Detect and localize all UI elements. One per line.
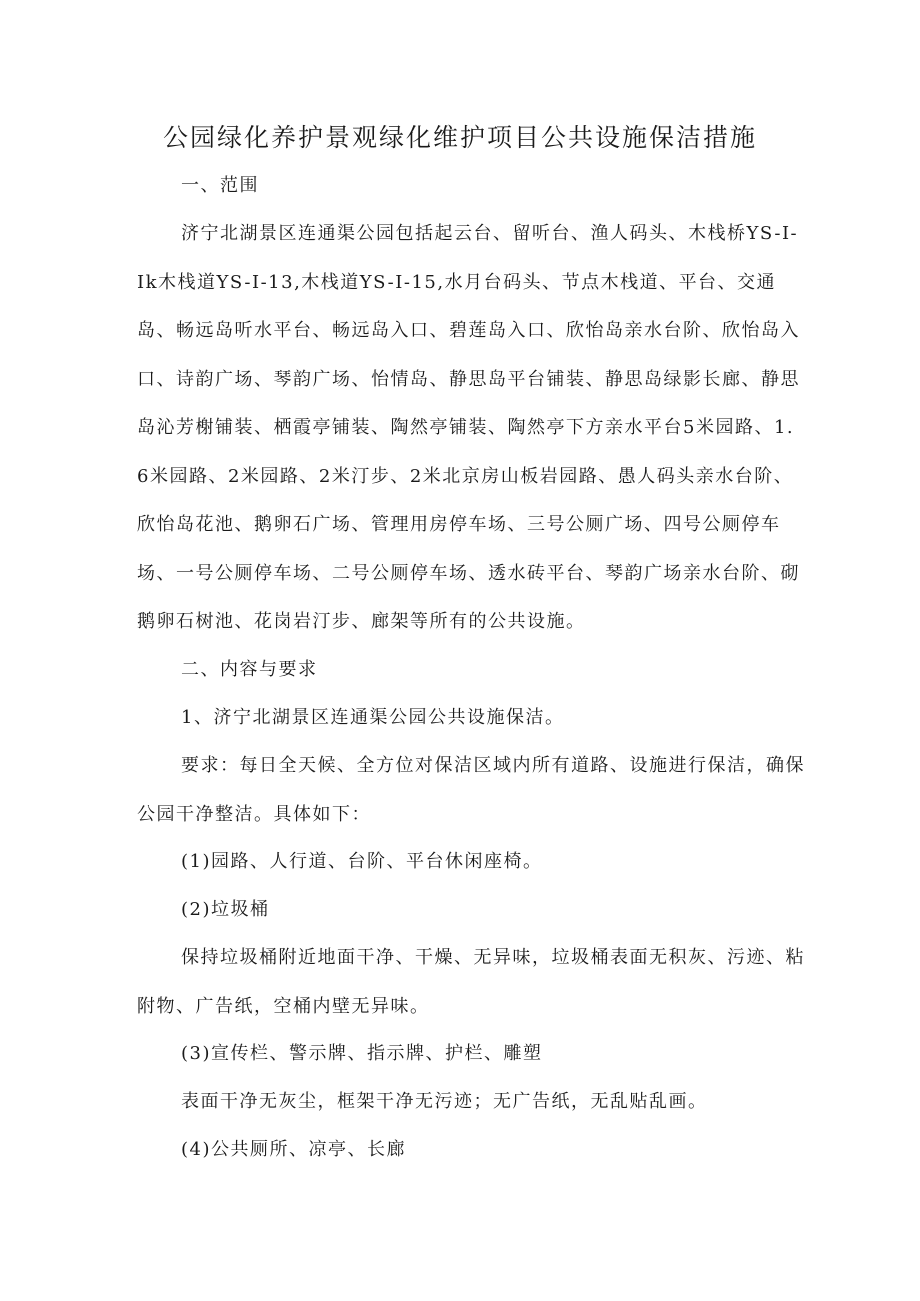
sub-item-2: (2)垃圾桶 bbox=[181, 899, 270, 920]
section-heading-scope: 一、范围 bbox=[181, 175, 259, 196]
section-heading-content: 二、内容与要求 bbox=[181, 659, 318, 680]
sub-item-3: (3)宣传栏、警示牌、指示牌、护栏、雕塑 bbox=[181, 1043, 543, 1064]
sub-item-3-text: 表面干净无灰尘，框架干净无污迹；无广告纸，无乱贴乱画。 bbox=[181, 1091, 708, 1112]
item-heading-1: 1、济宁北湖景区连通渠公园公共设施保洁。 bbox=[181, 707, 565, 728]
document-title: 公园绿化养护景观绿化维护项目公共设施保洁措施 bbox=[162, 123, 757, 152]
sub-item-1: (1)园路、人行道、台阶、平台休闲座椅。 bbox=[181, 851, 543, 872]
scope-paragraph: 济宁北湖景区连通渠公园包括起云台、留听台、渔人码头、木栈桥YS-I-Ik木栈道YS-I-13,木栈道YS-I-15,水月台码头、节点木栈道、平台、交通岛、畅远岛听水平台、畅远岛入口、碧莲岛入口、欣怡岛亲水台阶、欣怡岛入口、诗韵广场、琴韵广场、怡情岛、静思岛平台铺装、静思岛绿影长廊、静思岛沁芳榭铺装、栖霞亭铺装、陶然亭铺装、陶然亭下方亲水平台5米园路、1.6米园路、2米园路、2米汀步、2米北京房山板岩园路、愚人码头亲水台阶、欣怡岛花池、鹅卵石广场、管理用房停车场、三号公厕广场、四号公厕停车场、一号公厕停车场、二号公厕停车场、透水砖平台、琴韵广场亲水台阶、砌鹅卵石树池、花岗岩汀步、廊架等所有的公共设施。 bbox=[137, 223, 800, 632]
requirement-paragraph: 要求：每日全天候、全方位对保洁区域内所有道路、设施进行保洁，确保公园干净整洁。具体如下： bbox=[137, 755, 805, 825]
sub-item-2-text: 保持垃圾桶附近地面干净、干燥、无异味，垃圾桶表面无积灰、污迹、粘附物、广告纸，空桶内壁无异味。 bbox=[137, 947, 805, 1017]
sub-item-4: (4)公共厕所、凉亭、长廊 bbox=[181, 1139, 406, 1160]
